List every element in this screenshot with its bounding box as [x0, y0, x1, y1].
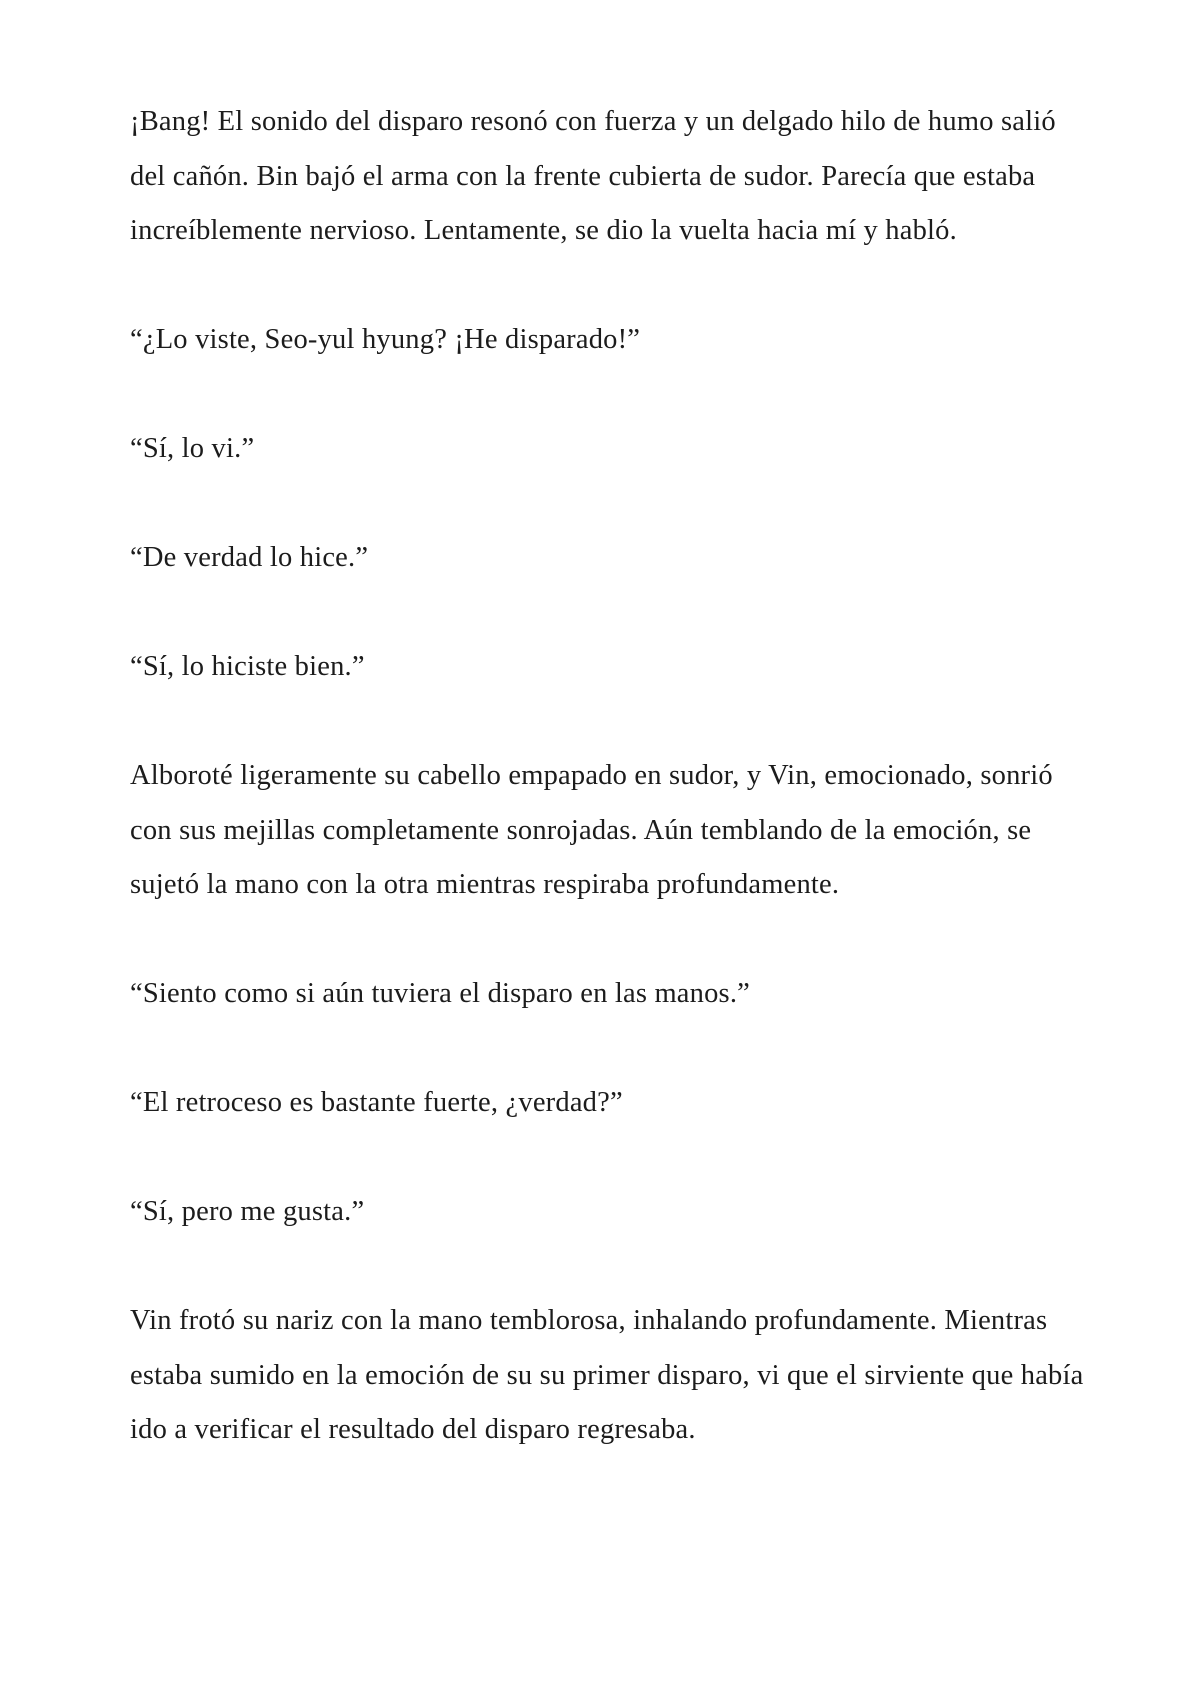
paragraph-dialogue-si-lo-vi: “Sí, lo vi.”	[130, 433, 255, 464]
paragraph-narration-bang: ¡Bang! El sonido del disparo resonó con fuerza y un delgado hilo de humo salió del cañón. Bin bajó el arma con la frente cubierta de sudor. Parecía que estaba increíblemente nervioso. Lentamente, se dio la vuelta hacia mí y habló.	[130, 106, 1056, 246]
paragraph-dialogue-de-verdad: “De verdad lo hice.”	[130, 542, 369, 573]
paragraph-dialogue-lo-viste: “¿Lo viste, Seo-yul hyung? ¡He disparado!”	[130, 324, 641, 355]
document-page	[130, 95, 1090, 1512]
paragraph-dialogue-lo-hiciste-bien: “Sí, lo hiciste bien.”	[130, 651, 365, 682]
paragraph-dialogue-siento: “Siento como si aún tuviera el disparo en las manos.”	[130, 978, 751, 1009]
paragraph-dialogue-me-gusta: “Sí, pero me gusta.”	[130, 1196, 365, 1227]
paragraph-narration-vin-froto: Vin frotó su nariz con la mano temblorosa, inhalando profundamente. Mientras estaba sumido en la emoción de su su primer disparo, vi que el sirviente que había ido a verificar el resultado del disparo regresaba.	[130, 1305, 1084, 1445]
paragraph-narration-alborote: Alboroté ligeramente su cabello empapado en sudor, y Vin, emocionado, sonrió con sus mejillas completamente sonrojadas. Aún temblando de la emoción, se sujetó la mano con la otra mientras respiraba profundamente.	[130, 760, 1053, 900]
paragraph-dialogue-retroceso: “El retroceso es bastante fuerte, ¿verdad?”	[130, 1087, 623, 1118]
